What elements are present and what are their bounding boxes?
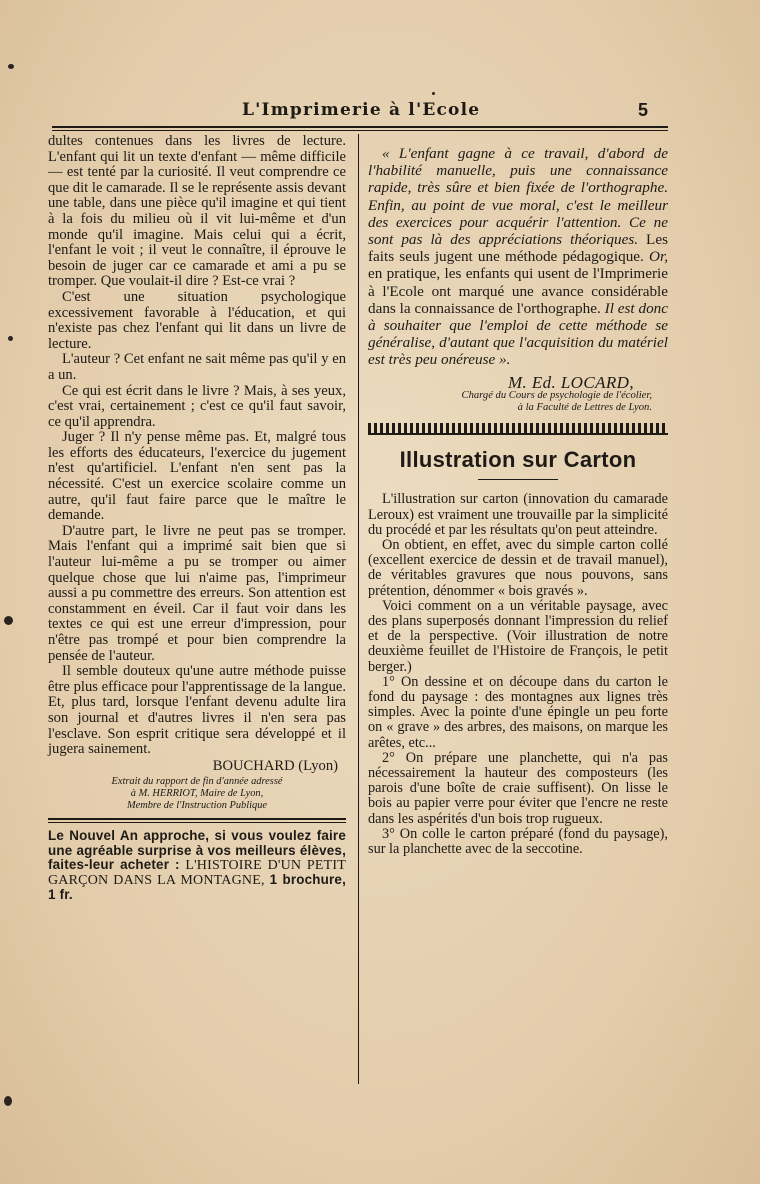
paragraph: L'auteur ? Cet enfant ne sait même pas qu'il y en a un. (48, 351, 346, 383)
quote-part: « L'enfant gagne à ce travail, d'abord de l'habilité manuelle, puis une connaissance rapide, très sûre et bien fixée de l'orthographe. Enfin, au point de vue moral, c'est le meilleur des exercices pour acquérir l'attention. Ce ne sont pas là des appréciations théoriques. (368, 145, 668, 249)
ink-spot (4, 616, 13, 625)
notice-book-title: L'HISTOIRE D'UN PETIT GARÇON DANS LA MONTAGNE, (48, 857, 346, 888)
paragraph: 3° On colle le carton préparé (fond du paysage), sur la planchette avec de la seccotine. (368, 825, 668, 858)
ornamental-rule (368, 423, 668, 435)
paragraph: 2° On prépare une planchette, qui n'a pas nécessairement la hauteur des composteurs (les parois d'une boîte de craie suffisent). On lisse le bois au papier verre pour éviter que l'encre ne reste dans les aspérités d'un bois trop rugueux. (368, 749, 668, 827)
quote-source (368, 390, 668, 413)
quote-author: M. Ed. LOCARD, (507, 372, 634, 392)
source-line: Extrait du rapport de fin d'année adressé (111, 776, 283, 788)
header-rule (52, 126, 668, 131)
paragraph: Ce qui est écrit dans le livre ? Mais, à ses yeux, c'est vrai, certainement ; c'est ce qu'il faut savoir, ce qu'il apprendra. (48, 382, 346, 430)
ink-spot (8, 336, 13, 341)
section-title: Illustration sur Carton (399, 447, 637, 473)
notice-bold-text: Le Nouvel An approche, si vous voulez faire une agréable surprise à vos meilleurs élèves, faites-leur acheter : (48, 828, 346, 872)
source-line: Chargé du Cours de psychologie de l'écolier, (461, 390, 652, 402)
source-line: à la Faculté de Lettres de Lyon. (517, 401, 652, 413)
quote-part: Les faits seuls jugent une méthode pédagogique. (368, 231, 668, 266)
header-title: L'Imprimerie à l'Ecole (242, 100, 481, 120)
quote-part: en pratique, les enfants qui usent de l'Imprimerie à l'Ecole ont marqué une avance considérable dans la connaissance de l'orthographe. (368, 265, 668, 317)
author-signature: BOUCHARD (Lyon) (212, 757, 338, 774)
column-divider (358, 134, 359, 1084)
left-column (48, 134, 346, 902)
paragraph: On obtient, en effet, avec du simple carton collé (excellent exercice de dessin et de travail manuel), de véritables gravures que nous pouvons, sans prétention, dénommer « bois gravés ». (368, 537, 668, 599)
source-line: Membre de l'Instruction Publique (126, 800, 268, 812)
right-column (368, 145, 668, 857)
source-attribution (48, 776, 346, 812)
paragraph: Voici comment on a un véritable paysage, avec des plans superposés donnant l'impression du relief et de la perspective. (Voir illustration de notre deuxième feuillet de l'Histoire de François, le petit berger.) (368, 597, 668, 675)
paragraph: Juger ? Il n'y pense même pas. Et, malgré tous les efforts des éducateurs, l'exercice du jugement n'est qu'artificiel. L'enfant n'en sent pas la nécessité. C'est un exercice scolaire comme un autre, qu'il faut faire parce que le maître le demande. (48, 429, 346, 524)
advertisement-notice (48, 829, 346, 902)
paragraph: L'illustration sur carton (innovation du camarade Leroux) est vraiment une trouvaille par la simplicité du procédé et par les résultats qu'on peut atteindre. (368, 491, 668, 538)
quotation (368, 145, 668, 369)
ink-spot (432, 92, 435, 95)
paragraph: dultes contenues dans les livres de lecture. L'enfant qui lit un texte d'enfant — même difficile — est tenté par la curiosité. Il veut comprendre ce que dit le camarade. Il se le représente assis devant une table, dans une pièce qu'il imagine et qui tient à la fois du milieu où il vit lui-même et d'un monde qu'il imagine. Mais celui qui a écrit, l'enfant le voit ; il veut le connaître, il éprouve le besoin de juger car ce camarade et ami a pu se tromper. Que voulait-il dire ? Est-ce vrai ? (48, 133, 346, 290)
ink-spot (4, 1096, 12, 1106)
notice-price: 1 brochure, 1 fr. (48, 871, 347, 903)
paragraph: C'est une situation psychologique excessivement favorable à l'éducation, et qui n'existe pas chez l'enfant qui lit dans un livre de lecture. (48, 288, 346, 352)
quote-part: Or, (649, 248, 668, 266)
notice-rule (48, 818, 346, 823)
paragraph: D'autre part, le livre ne peut pas se tromper. Mais l'enfant qui a imprimé sait bien que si l'auteur lui-même a pu se tromper ou aimer quelque chose que lui n'aime pas, l'imprimeur aussi a pu commettre des erreurs. Son attention est constamment en éveil. Car il faut voir dans les textes ce qui est une erreur d'impression, pour n'être pas trompé et pour bien comprendre la pensée de l'auteur. (48, 522, 346, 664)
page-header (52, 100, 668, 124)
quote-part: Il est donc à souhaiter que l'emploi de cette méthode se généralise, d'autant que l'acquisition du matériel est très peu onéreuse ». (368, 299, 669, 369)
ink-spot (8, 64, 14, 69)
title-rule (478, 479, 558, 480)
paragraph: 1° On dessine et on découpe dans du carton le fond du paysage : des montagnes aux lignes très simples. Avec la pointe d'une épingle un peu forte on « grave » des arbres, des maisons, on marque les arêtes, etc... (368, 673, 668, 751)
source-line: à M. HERRIOT, Maire de Lyon, (130, 788, 264, 800)
page-number: 5 (637, 100, 648, 120)
paragraph: Il semble douteux qu'une autre méthode puisse être plus efficace pour l'apprentissage de la langue. Et, plus tard, lorsque l'enfant devenu adulte lira son journal et d'autres livres il n'en sera pas l'esclave. Son esprit critique sera développé et il jugera sainement. (48, 663, 346, 758)
